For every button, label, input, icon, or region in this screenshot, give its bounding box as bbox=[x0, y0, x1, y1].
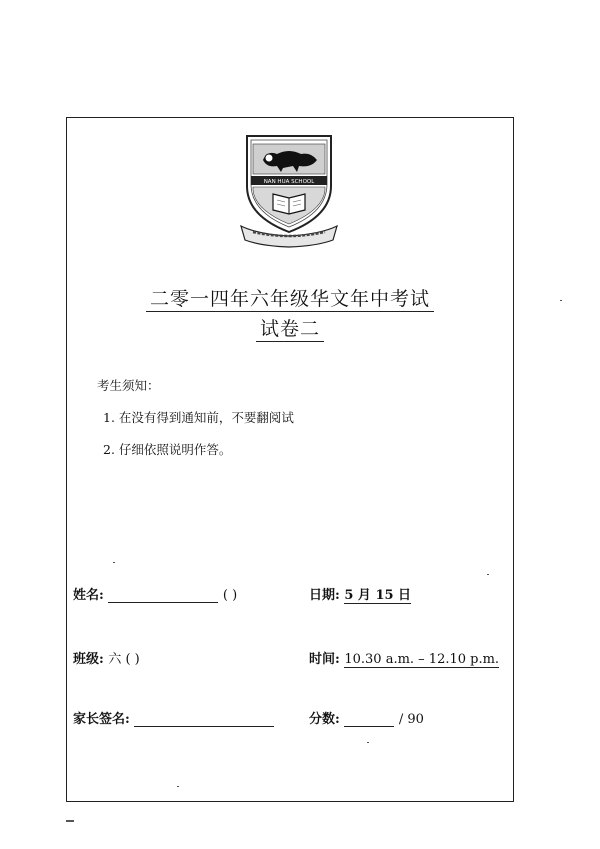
instructions bbox=[97, 376, 294, 472]
score-blank[interactable] bbox=[344, 726, 394, 727]
scan-speck bbox=[367, 742, 369, 743]
instruction-item: 2. 仔细依照说明作答。 bbox=[103, 442, 232, 457]
exam-title: 二零一四年六年级华文年中考试 bbox=[67, 284, 513, 311]
scan-speck bbox=[66, 820, 74, 822]
parent-signature-label: 家长签名: bbox=[73, 712, 130, 727]
time-field bbox=[309, 648, 499, 667]
scan-speck bbox=[487, 574, 489, 575]
name-field bbox=[73, 584, 237, 603]
parent-signature-field bbox=[73, 708, 274, 727]
time-value: 10.30 a.m. – 12.10 p.m. bbox=[344, 652, 500, 667]
score-total: / 90 bbox=[398, 712, 424, 727]
instruction-item: 1. 在没有得到通知前，不要翻阅试 bbox=[103, 410, 294, 425]
score-label: 分数: bbox=[309, 712, 340, 727]
crest-band-text: NAN HUA SCHOOL bbox=[263, 179, 315, 185]
time-label: 时间: bbox=[309, 652, 340, 667]
date-field bbox=[309, 584, 411, 603]
scan-speck bbox=[560, 300, 562, 301]
date-value: 5 月 15 日 bbox=[344, 588, 412, 603]
scan-speck bbox=[177, 786, 179, 787]
date-label: 日期: bbox=[309, 588, 340, 603]
score-field bbox=[309, 708, 424, 727]
exam-cover-sheet bbox=[66, 117, 514, 802]
exam-subtitle: 试卷二 bbox=[67, 314, 513, 341]
school-crest-icon bbox=[237, 128, 341, 248]
name-blank[interactable] bbox=[108, 602, 218, 603]
class-value: 六 ( ) bbox=[108, 652, 140, 667]
parent-signature-blank[interactable] bbox=[134, 726, 274, 727]
instructions-heading: 考生须知： bbox=[97, 378, 160, 393]
name-index-paren: ( ) bbox=[222, 588, 238, 603]
class-field bbox=[73, 648, 140, 667]
name-label: 姓名: bbox=[73, 588, 104, 603]
scan-speck bbox=[113, 562, 115, 563]
class-label: 班级: bbox=[73, 652, 104, 667]
